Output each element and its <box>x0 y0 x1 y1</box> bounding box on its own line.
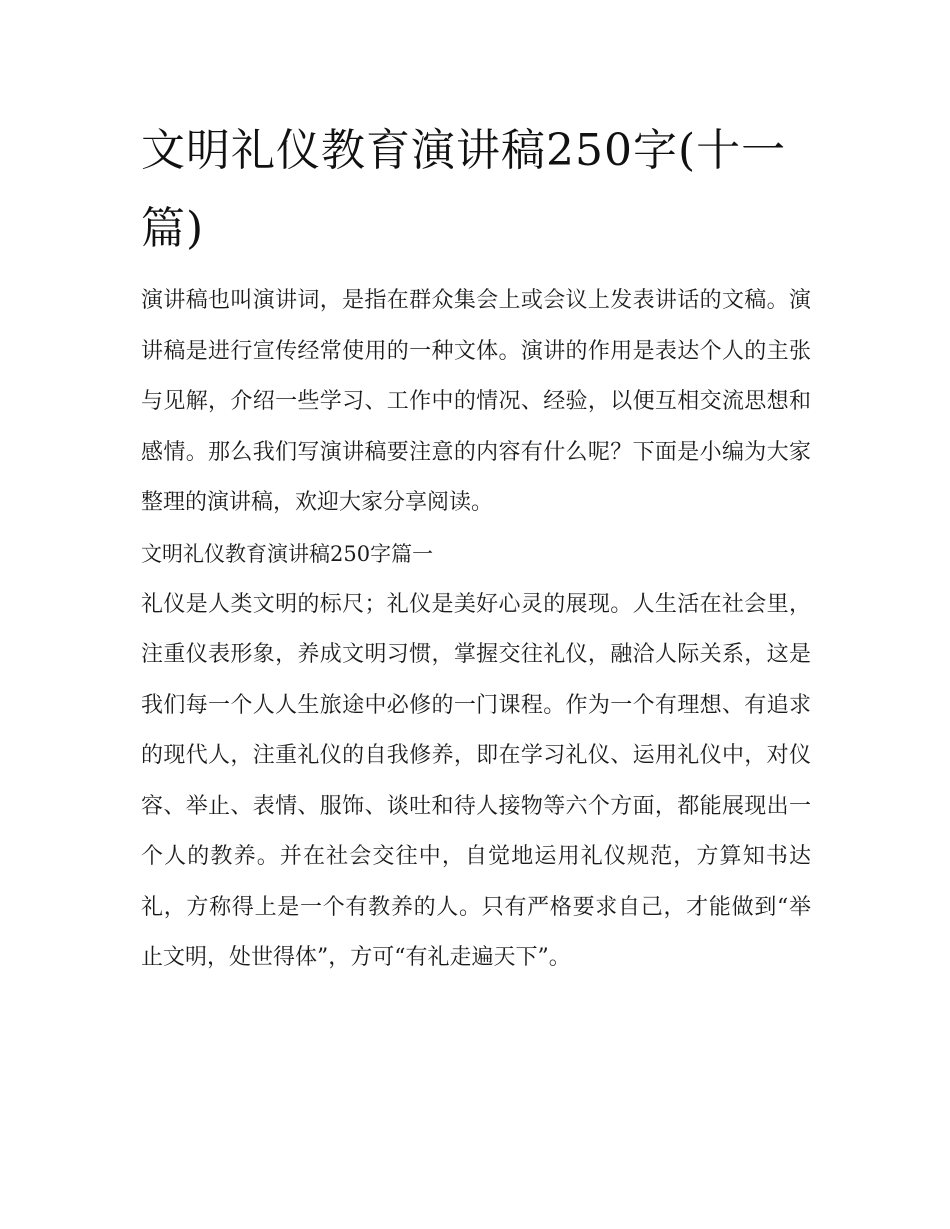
document-title: 文明礼仪教育演讲稿250字(十一篇) <box>141 125 787 254</box>
section-body-paragraph: 礼仪是人类文明的标尺；礼仪是美好心灵的展现。人生活在社会里，注重仪表形象，养成文明习惯，掌握交往礼仪，融洽人际关系，这是我们每一个人人生旅途中必修的一门课程。作为一个有理想、有追求的现代人，注重礼仪的自我修养，即在学习礼仪、运用礼仪中，对仪容、举止、表情、服饰、谈吐和待人接物等六个方面，都能展现出一个人的教养。并在社会交往中，自觉地运用礼仪规范，方算知书达礼，方称得上是一个有教养的人。只有严格要求自己，才能做到“举止文明，处世得体”，方可“有礼走遍天下”。 <box>141 591 811 970</box>
section-heading: 文明礼仪教育演讲稿250字篇一 <box>141 541 434 566</box>
document-content <box>141 112 811 984</box>
intro-paragraph: 演讲稿也叫演讲词，是指在群众集会上或会议上发表讲话的文稿。演讲稿是进行宣传经常使用的一种文体。演讲的作用是表达个人的主张与见解，介绍一些学习、工作中的情况、经验，以便互相交流思想和感情。那么我们写演讲稿要注意的内容有什么呢？下面是小编为大家整理的演讲稿，欢迎大家分享阅读。 <box>141 288 811 515</box>
